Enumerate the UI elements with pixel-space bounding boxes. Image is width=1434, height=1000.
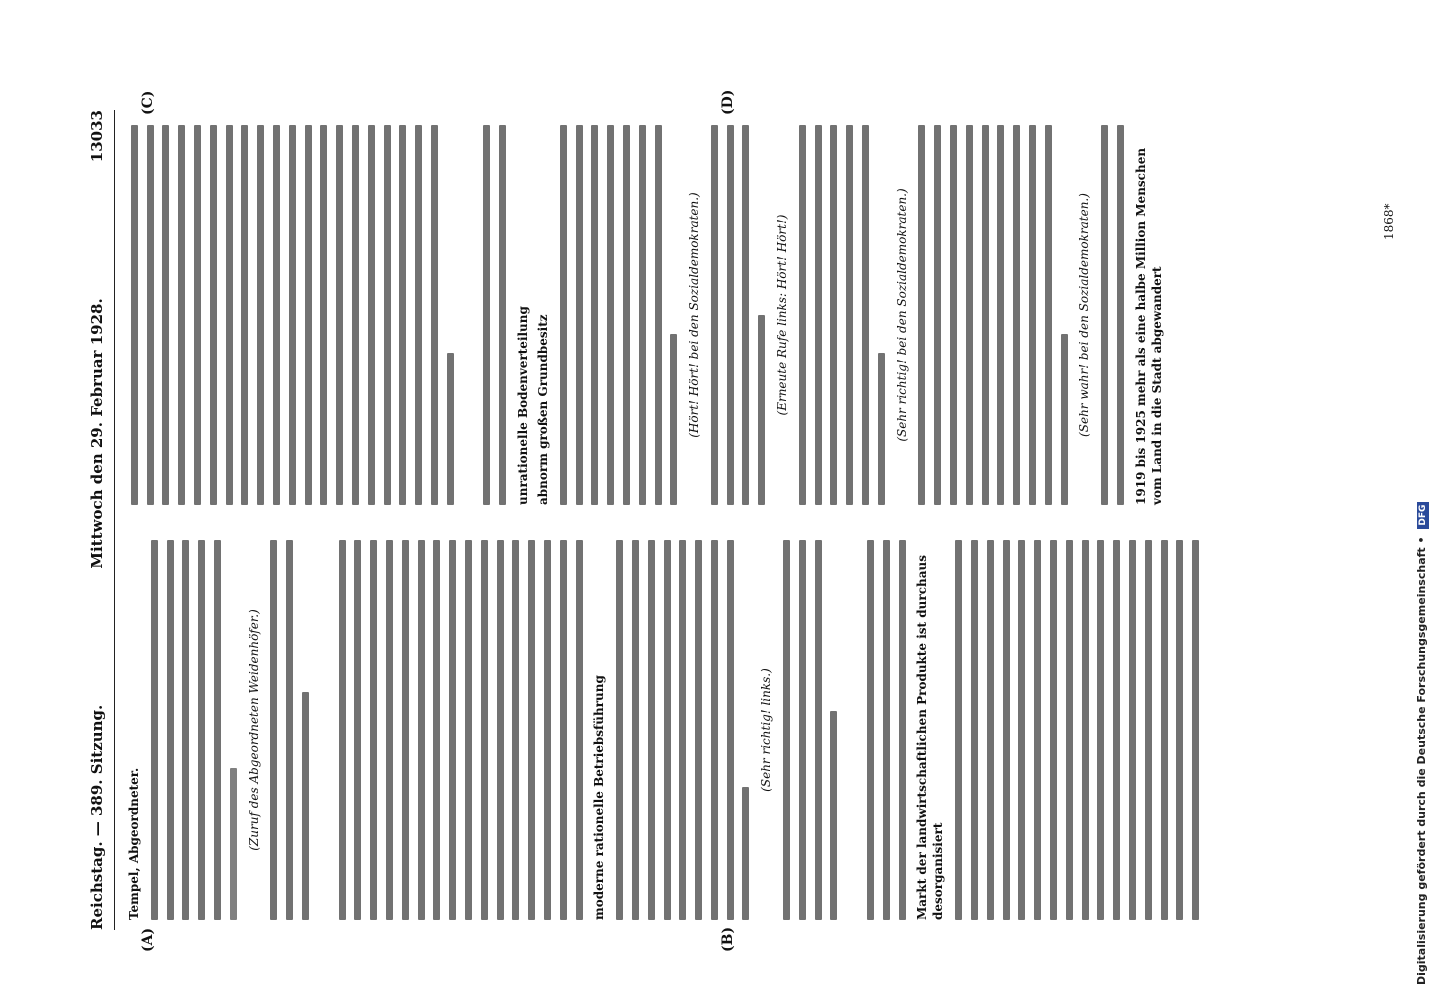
speaker-name: Tempel, Abgeordneter.	[127, 767, 141, 920]
highlight-phrase-1: moderne rationelle Betriebsführung	[592, 675, 607, 920]
applause-right-4: (Sehr wahr! bei den Sozialdemokraten.)	[1077, 193, 1092, 437]
dfg-logo: DFG	[1417, 502, 1429, 529]
interjection-1: (Zuruf des Abgeordneten Weidenhöfer.)	[246, 609, 261, 851]
applause-right-1: (Hört! Hört! bei den Sozialdemokraten.)	[687, 192, 702, 438]
margin-letter-a: (A)	[140, 927, 156, 952]
highlight-phrase-3: unrationelle Bodenverteilung	[515, 306, 530, 505]
running-header	[80, 110, 115, 930]
right-column	[122, 125, 1372, 505]
highlight-phrase-4: abnorm großen Grundbesitz	[535, 314, 550, 505]
applause-right-2: (Erneute Rufe links: Hört! Hört!)	[775, 214, 790, 416]
margin-letter-b: (B)	[720, 926, 736, 952]
digitization-text: Digitalisierung gefördert durch die Deutsche Forschungsgemeinschaft •	[1415, 536, 1428, 985]
header-date: Mittwoch den 29. Februar 1928.	[88, 298, 106, 569]
applause-right-3: (Sehr richtig! bei den Sozialdemokraten.)	[894, 188, 909, 442]
digitization-note	[1415, 25, 1429, 985]
header-left: Reichstag. — 389. Sitzung.	[88, 704, 106, 930]
page-number: 13033	[88, 110, 106, 163]
margin-letter-d: (D)	[720, 89, 736, 115]
rotated-page	[80, 80, 1410, 960]
margin-letter-c: (C)	[140, 90, 156, 115]
footer-mark: 1868*	[1382, 203, 1396, 240]
highlight-phrase-2: Markt der landwirtschaftlichen Produkte ist durchaus desorganisiert	[915, 555, 946, 920]
left-column	[122, 540, 1372, 920]
applause-left-1: (Sehr richtig! links.)	[759, 668, 774, 792]
highlight-phrase-5: 1919 bis 1925 mehr als eine halbe Million Menschen vom Land in die Stadt abgewandert	[1133, 147, 1164, 505]
